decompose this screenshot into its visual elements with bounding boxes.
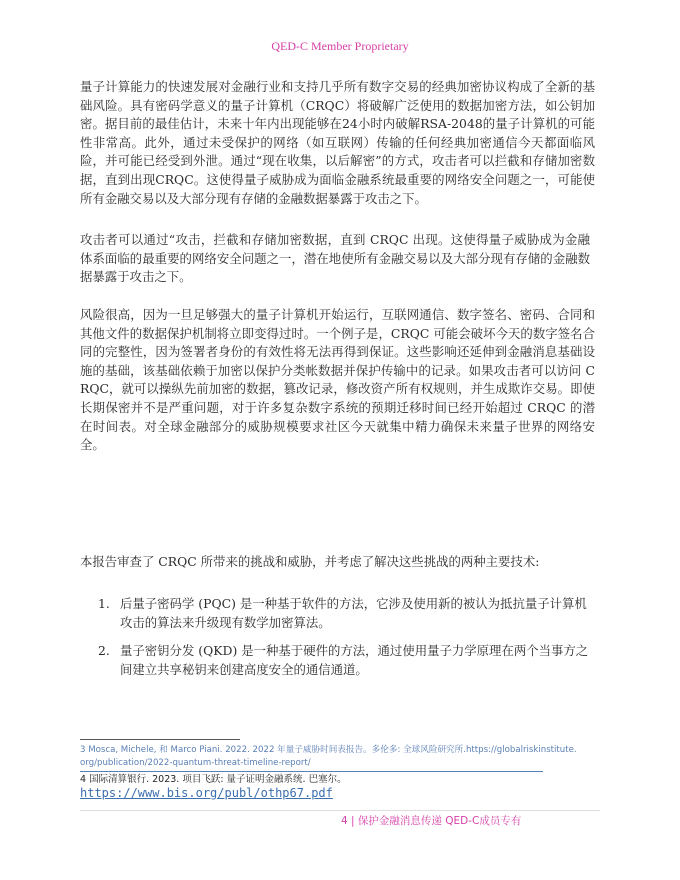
footnote-divider [80,739,240,740]
list-item-qkd [92,642,597,679]
page-header: QED-C Member Proprietary [271,39,409,53]
list-item-text: 后量子密码学 (PQC) 是一种基于软件的方法，它涉及使用新的被认为抵抗量子计算机攻击的算法来升级现有数学加密算法。 [120,596,587,630]
list-item-text: 量子密钥分发 (QKD) 是一种基于硬件的方法，通过使用量子力学原理在两个当事方之间建立共享秘钥来创建高度安全的通信通道。 [120,643,589,677]
paragraph-report-intro: 本报告审查了 CRQC 所带来的挑战和威胁，并考虑了解决这些挑战的两种主要技术: [80,554,540,569]
technology-list [92,595,597,689]
footer-divider [80,810,600,811]
page-footer: 4 | 保护金融消息传递 QED-C成员专有 [341,815,522,827]
paragraph-high-stakes: 风险很高，因为一旦足够强大的量子计算机开始运行，互联网通信、数字签名、密码、合同和其他文件的数据保护机制将立即变得过时。一个例子是，CRQC 可能会破坏今天的数字签名合同的完整性，因为签署者身份的有效性将无法再得到保证。这些影响还延伸到金融消息基础设施的基础，该基础依赖于加密以保护分类帐数据并保护传输中的记录。如果攻击者可以访问 CRQC，就可以操纵先前加密的数据，篡改记录，修改资产所有权规则，并生成欺诈交易。即使长期保密并不是严重问题，对于许多复杂数字系统的预期迁移时间已经开始超过 CRQC 的潜在时间表。对全球金融部分的威胁规模要求社区今天就集中精力确保未来量子世界的网络安全。 [80,307,595,453]
footnote-4: 4 国际清算银行. 2023. 项目飞跃: 量子证明金融系统. 巴塞尔。 [80,774,347,785]
footnote-link-underline [80,771,543,772]
paragraph-quantum-risk: 量子计算能力的快速发展对金融行业和支持几乎所有数字交易的经典加密协议构成了全新的基础风险。具有密码学意义的量子计算机（CRQC）将破解广泛使用的数据加密方法，如公钥加密。据目前的最佳估计，未来十年内出现能够在24小时内破解RSA-2048的量子计算机的可能性非常高。此外，通过未受保护的网络（如互联网）传输的任何经典加密通信今天都面临风险，并可能已经受到外泄。通过“现在收集，以后解密”的方式，攻击者可以拦截和存储加密数据，直到出现CRQC。这使得量子威胁成为面临金融系统最重要的网络安全问题之一，可能使所有金融交易以及大部分现有存储的金融数据暴露于攻击之下。 [80,79,595,206]
footnote-3[interactable]: 3 Mosca, Michele, 和 Marco Piani. 2022. 2022 年量子威胁时间表报告。多伦多: 全球风险研究所.https://globalriskinstitute.org/publication/2022-quantum-threat-timeline-report/ [80,745,577,768]
list-number: 2. [98,643,110,659]
paragraph-attackers: 攻击者可以通过“攻击，拦截和存储加密数据，直到 CRQC 出现。这使得量子威胁成为金融体系面临的最重要的网络安全问题之一，潜在地使所有金融交易以及大部分现有存储的金融数据暴露于攻击之下。 [80,232,590,285]
list-item-pqc [92,595,597,632]
list-number: 1. [98,596,110,611]
footnote-4-link[interactable]: https://www.bis.org/publ/othp67.pdf [80,786,333,800]
